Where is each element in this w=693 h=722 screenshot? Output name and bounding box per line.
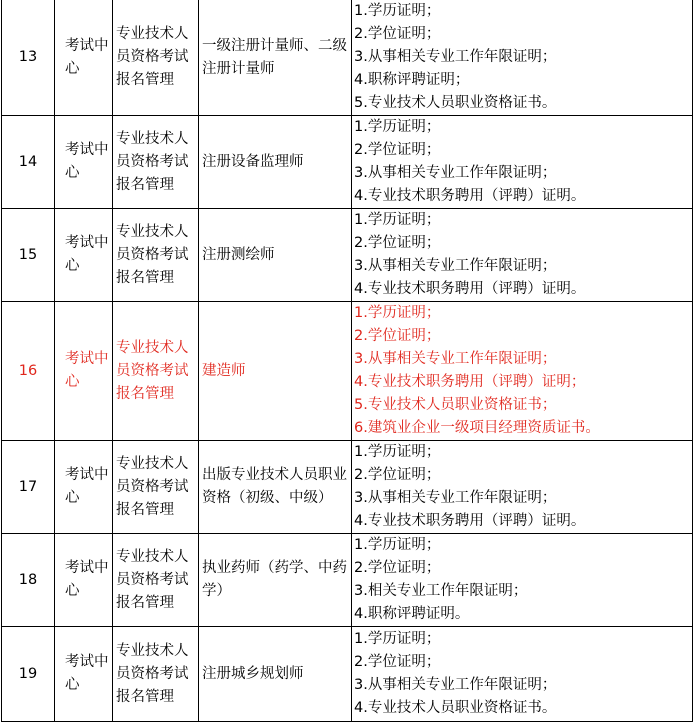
document-line: 4.专业技术职务聘用（评聘）证明；	[354, 374, 586, 390]
qualification-cell: 注册城乡规划师	[199, 627, 352, 722]
qualification-cell: 出版专业技术人员职业资格（初级、中级）	[199, 441, 352, 534]
row-number: 16	[2, 302, 55, 441]
document-line: 2.学位证明；	[354, 328, 441, 344]
table-row	[2, 0, 693, 116]
service-item-cell: 专业技术人员资格考试报名管理	[113, 441, 199, 534]
documents-cell	[352, 441, 693, 534]
document-line: 5.专业技术人员职业资格证书。	[354, 95, 557, 111]
documents-cell	[352, 209, 693, 302]
row-number: 15	[2, 209, 55, 302]
row-number: 13	[2, 0, 55, 116]
document-line: 3.从事相关专业工作年限证明；	[354, 490, 557, 506]
department-cell: 考试中心	[55, 116, 113, 209]
document-line: 4.专业技术职务聘用（评聘）证明。	[354, 188, 586, 204]
table-row	[2, 534, 693, 627]
requirements-table	[1, 0, 693, 722]
documents-cell	[352, 116, 693, 209]
service-item-cell: 专业技术人员资格考试报名管理	[113, 209, 199, 302]
qualification-cell: 一级注册计量师、二级注册计量师	[199, 0, 352, 116]
department-cell: 考试中心	[55, 302, 113, 441]
document-line: 3.相关专业工作年限证明；	[354, 583, 528, 599]
document-line: 4.职称评聘证明；	[354, 72, 470, 88]
table-row	[2, 627, 693, 722]
document-line: 1.学历证明；	[354, 631, 441, 647]
service-item-cell: 专业技术人员资格考试报名管理	[113, 627, 199, 722]
document-line: 4.专业技术人员职业资格证书。	[354, 700, 557, 716]
document-line: 4.职称评聘证明。	[354, 606, 470, 622]
row-number: 18	[2, 534, 55, 627]
row-number: 17	[2, 441, 55, 534]
department-cell: 考试中心	[55, 209, 113, 302]
document-line: 2.学位证明；	[354, 26, 441, 42]
document-line: 3.从事相关专业工作年限证明；	[354, 165, 557, 181]
document-line: 6.建筑业企业一级项目经理资质证书。	[354, 420, 600, 436]
qualification-cell: 建造师	[199, 302, 352, 441]
department-cell: 考试中心	[55, 627, 113, 722]
document-line: 1.学历证明；	[354, 537, 441, 553]
department-cell: 考试中心	[55, 0, 113, 116]
document-line: 1.学历证明；	[354, 305, 441, 321]
row-number: 19	[2, 627, 55, 722]
documents-cell	[352, 302, 693, 441]
document-line: 3.从事相关专业工作年限证明；	[354, 677, 557, 693]
document-line: 4.专业技术职务聘用（评聘）证明。	[354, 281, 586, 297]
document-line: 3.从事相关专业工作年限证明；	[354, 351, 557, 367]
document-line: 2.学位证明；	[354, 654, 441, 670]
document-line: 1.学历证明；	[354, 119, 441, 135]
department-cell: 考试中心	[55, 441, 113, 534]
document-line: 5.专业技术人员职业资格证书；	[354, 397, 557, 413]
document-line: 2.学位证明；	[354, 235, 441, 251]
qualification-cell: 注册测绘师	[199, 209, 352, 302]
service-item-cell: 专业技术人员资格考试报名管理	[113, 116, 199, 209]
service-item-cell: 专业技术人员资格考试报名管理	[113, 0, 199, 116]
documents-cell	[352, 627, 693, 722]
documents-cell	[352, 0, 693, 116]
document-line: 2.学位证明；	[354, 467, 441, 483]
table-row	[2, 209, 693, 302]
document-line: 2.学位证明；	[354, 560, 441, 576]
service-item-cell: 专业技术人员资格考试报名管理	[113, 302, 199, 441]
table-row	[2, 441, 693, 534]
qualification-cell: 执业药师（药学、中药学）	[199, 534, 352, 627]
document-line: 3.从事相关专业工作年限证明；	[354, 258, 557, 274]
document-line: 1.学历证明；	[354, 444, 441, 460]
row-number: 14	[2, 116, 55, 209]
documents-cell	[352, 534, 693, 627]
qualification-cell: 注册设备监理师	[199, 116, 352, 209]
table-row-highlighted	[2, 302, 693, 441]
document-line: 1.学历证明；	[354, 3, 441, 19]
document-line: 3.从事相关专业工作年限证明；	[354, 49, 557, 65]
document-line: 2.学位证明；	[354, 142, 441, 158]
document-line: 4.专业技术职务聘用（评聘）证明。	[354, 513, 586, 529]
department-cell: 考试中心	[55, 534, 113, 627]
service-item-cell: 专业技术人员资格考试报名管理	[113, 534, 199, 627]
table-row	[2, 116, 693, 209]
document-line: 1.学历证明；	[354, 212, 441, 228]
